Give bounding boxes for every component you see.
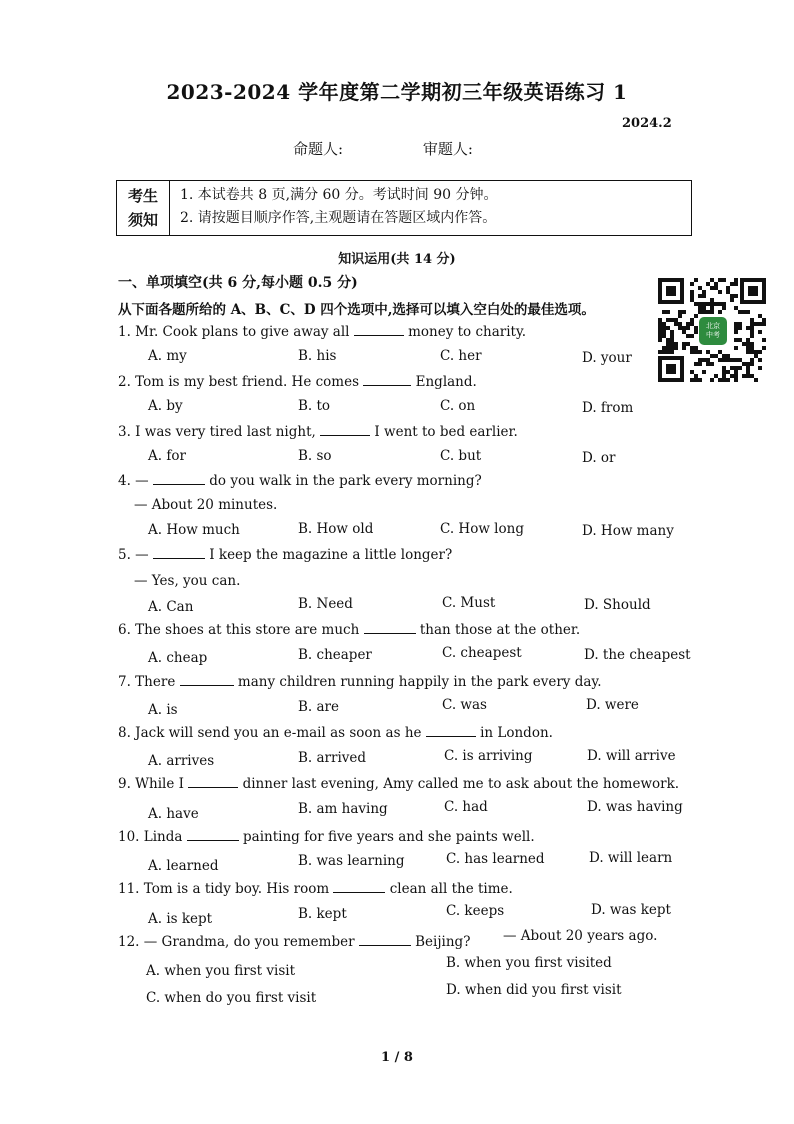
answer-blank <box>188 775 238 788</box>
exam-date: 2024.2 <box>622 116 672 131</box>
option-c: C. has learned <box>446 851 545 867</box>
question-stem: 9. While I <box>118 776 184 792</box>
question-stem: than those at the other. <box>419 622 581 638</box>
option-d: D. will arrive <box>587 748 676 764</box>
notice-body <box>170 181 691 235</box>
option-c: C. How long <box>440 521 524 537</box>
question-stem: 3. I was very tired last night, <box>118 424 316 440</box>
option-a: A. learned <box>148 858 219 874</box>
author-label: 命题人: <box>293 140 344 158</box>
question-stem: 12. — Grandma, do you remember <box>118 934 355 950</box>
option-d: D. will learn <box>589 850 673 866</box>
question-stem: 7. There <box>118 674 176 690</box>
option-a: A. arrives <box>148 753 215 769</box>
question-reply: — About 20 minutes. <box>134 497 278 513</box>
question-7 <box>118 673 602 690</box>
question-stem: 8. Jack will send you an e-mail as soon as he <box>118 725 422 741</box>
question-stem: 5. — <box>118 547 149 563</box>
option-a: A. by <box>148 398 183 414</box>
option-c: C. cheapest <box>442 645 522 661</box>
option-d: D. or <box>582 450 616 466</box>
option-a: A. How much <box>148 522 240 538</box>
option-b: B. am having <box>298 801 388 817</box>
question-stem: England. <box>415 374 477 390</box>
answer-blank <box>180 673 234 686</box>
reviewer-label: 审题人: <box>422 140 473 158</box>
option-c: C. Must <box>442 595 496 611</box>
option-d: D. was having <box>587 799 683 815</box>
question-stem: money to charity. <box>408 324 527 340</box>
option-d: D. How many <box>582 523 674 539</box>
option-b: B. was learning <box>298 853 405 869</box>
answer-blank <box>153 546 205 559</box>
question-reply: — Yes, you can. <box>134 573 241 589</box>
qr-badge-line2: 中考 <box>706 331 720 339</box>
option-b: B. cheaper <box>298 647 372 663</box>
qr-badge-line1: 北京 <box>706 322 720 330</box>
option-a: A. is <box>148 702 178 718</box>
notice-label-line2: 须知 <box>127 211 158 229</box>
question-11 <box>118 880 513 897</box>
section-title: 知识运用(共 14 分) <box>338 252 456 267</box>
option-c: C. when do you first visit <box>146 990 317 1006</box>
question-reply: — About 20 years ago. <box>503 928 658 944</box>
option-c: C. is arriving <box>444 748 533 764</box>
part-title: 一、单项填空(共 6 分,每小题 0.5 分) <box>118 275 358 291</box>
question-5 <box>118 546 452 563</box>
question-stem: dinner last evening, Amy called me to ask about the homework. <box>242 776 680 792</box>
option-b: B. so <box>298 448 332 464</box>
part-instructions: 从下面各题所给的 A、B、C、D 四个选项中,选择可以填入空白处的最佳选项。 <box>118 302 595 318</box>
notice-item: 2. 请按题目顺序作答,主观题请在答题区域内作答。 <box>180 210 497 226</box>
option-b: B. Need <box>298 596 353 612</box>
option-a: A. Can <box>148 599 194 615</box>
option-c: C. keeps <box>446 903 505 919</box>
answer-blank <box>426 724 476 737</box>
option-d: D. when did you first visit <box>446 982 622 998</box>
answer-blank <box>187 828 239 841</box>
answer-blank <box>333 880 385 893</box>
qr-badge <box>699 317 727 345</box>
option-d: D. your <box>582 350 632 366</box>
question-10 <box>118 828 535 845</box>
question-stem: Beijing? <box>415 934 471 950</box>
notice-box <box>116 180 692 236</box>
question-3 <box>118 423 518 440</box>
option-b: B. How old <box>298 521 374 537</box>
question-stem: painting for five years and she paints well. <box>243 829 535 845</box>
option-b: B. kept <box>298 906 347 922</box>
question-stem: many children running happily in the park every day. <box>237 674 602 690</box>
option-a: A. for <box>148 448 186 464</box>
option-d: D. Should <box>584 597 651 613</box>
question-9 <box>118 775 679 792</box>
question-8 <box>118 724 553 741</box>
answer-blank <box>153 472 205 485</box>
question-stem: clean all the time. <box>389 881 513 897</box>
question-stem: I went to bed earlier. <box>374 424 518 440</box>
question-stem: 10. Linda <box>118 829 183 845</box>
option-c: C. on <box>440 398 476 414</box>
answer-blank <box>363 373 411 386</box>
question-stem: in London. <box>480 725 553 741</box>
question-stem: do you walk in the park every morning? <box>209 473 482 489</box>
notice-label <box>117 181 170 235</box>
option-d: D. the cheapest <box>584 647 691 663</box>
answer-blank <box>320 423 370 436</box>
option-a: A. my <box>148 348 187 364</box>
option-a: A. is kept <box>148 911 213 927</box>
option-c: C. had <box>444 799 488 815</box>
option-a: A. when you first visit <box>146 963 296 979</box>
qr-code <box>657 277 767 383</box>
option-b: B. to <box>298 398 331 414</box>
option-c: C. her <box>440 348 482 364</box>
option-b: B. when you first visited <box>446 955 612 971</box>
exam-title: 2023-2024 学年度第二学期初三年级英语练习 1 <box>166 80 628 104</box>
question-12 <box>118 933 470 950</box>
option-c: C. but <box>440 448 482 464</box>
option-d: D. from <box>582 400 634 416</box>
option-a: A. have <box>148 806 199 822</box>
answer-blank <box>354 323 404 336</box>
answer-blank <box>359 933 411 946</box>
question-2 <box>118 373 477 390</box>
question-stem: 11. Tom is a tidy boy. His room <box>118 881 330 897</box>
question-stem: 1. Mr. Cook plans to give away all <box>118 324 350 340</box>
option-a: A. cheap <box>148 650 208 666</box>
question-stem: 2. Tom is my best friend. He comes <box>118 374 360 390</box>
option-d: D. was kept <box>591 902 671 918</box>
answer-blank <box>364 621 416 634</box>
notice-item: 1. 本试卷共 8 页,满分 60 分。考试时间 90 分钟。 <box>180 187 498 203</box>
option-c: C. was <box>442 697 487 713</box>
question-stem: I keep the magazine a little longer? <box>209 547 453 563</box>
question-stem: 4. — <box>118 473 149 489</box>
option-b: B. his <box>298 348 337 364</box>
option-b: B. are <box>298 699 339 715</box>
option-d: D. were <box>586 697 639 713</box>
page-number: 1 / 8 <box>381 1050 413 1065</box>
question-stem: 6. The shoes at this store are much <box>118 622 360 638</box>
question-6 <box>118 621 580 638</box>
question-1 <box>118 323 526 340</box>
notice-label-line1: 考生 <box>127 187 158 205</box>
question-4 <box>118 472 482 489</box>
option-b: B. arrived <box>298 750 367 766</box>
authors-line <box>293 138 473 159</box>
